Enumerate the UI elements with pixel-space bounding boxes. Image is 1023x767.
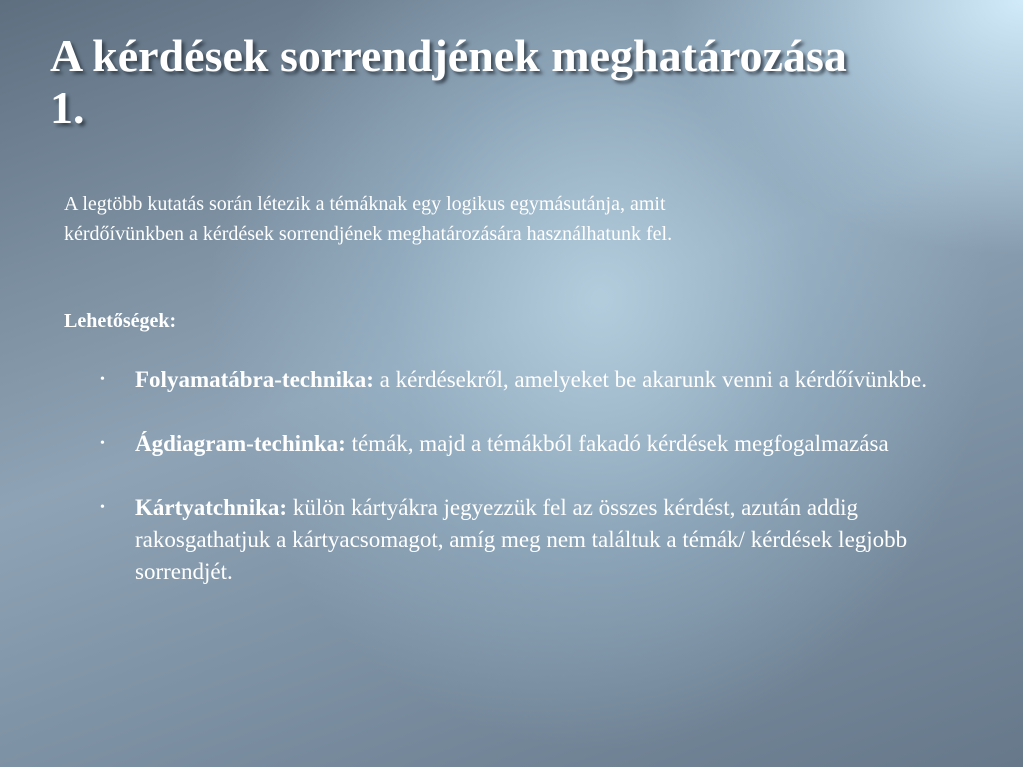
bullet-term: Folyamatábra-technika: (135, 367, 374, 392)
list-item (100, 428, 960, 460)
slide-title-line-1: A kérdések sorrendjének meghatározása (50, 30, 847, 81)
bullet-term: Kártyatchnika: (135, 495, 288, 520)
bullet-text: külön kártyákra jegyezzük fel az összes kérdést, azután addig rakosgathatjuk a kártyacsomagot, amíg meg nem találtuk a témák/ kérdések legjobb sorrendjét. (135, 495, 908, 584)
list-item (100, 364, 960, 396)
options-label: Lehetőségek: (64, 310, 177, 332)
bullet-text: a kérdésekről, amelyeket be akarunk venni a kérdőívünkbe. (373, 367, 927, 392)
options-list (100, 364, 960, 620)
bullet-dot-icon: • (100, 372, 105, 387)
bullet-dot-icon: • (100, 436, 105, 451)
slide-title-line-2: 1. (50, 82, 85, 133)
bullet-dot-icon: • (100, 500, 105, 515)
slide-title (50, 30, 1020, 134)
list-item (100, 492, 960, 588)
bullet-term: Ágdiagram-techinka: (135, 431, 346, 456)
bullet-text: témák, majd a témákból fakadó kérdések megfogalmazása (345, 431, 889, 456)
intro-paragraph: A legtöbb kutatás során létezik a témáknak egy logikus egymásutánja, amit kérdőívünkben a kérdések sorrendjének meghatározására használhatunk fel. (64, 193, 673, 245)
